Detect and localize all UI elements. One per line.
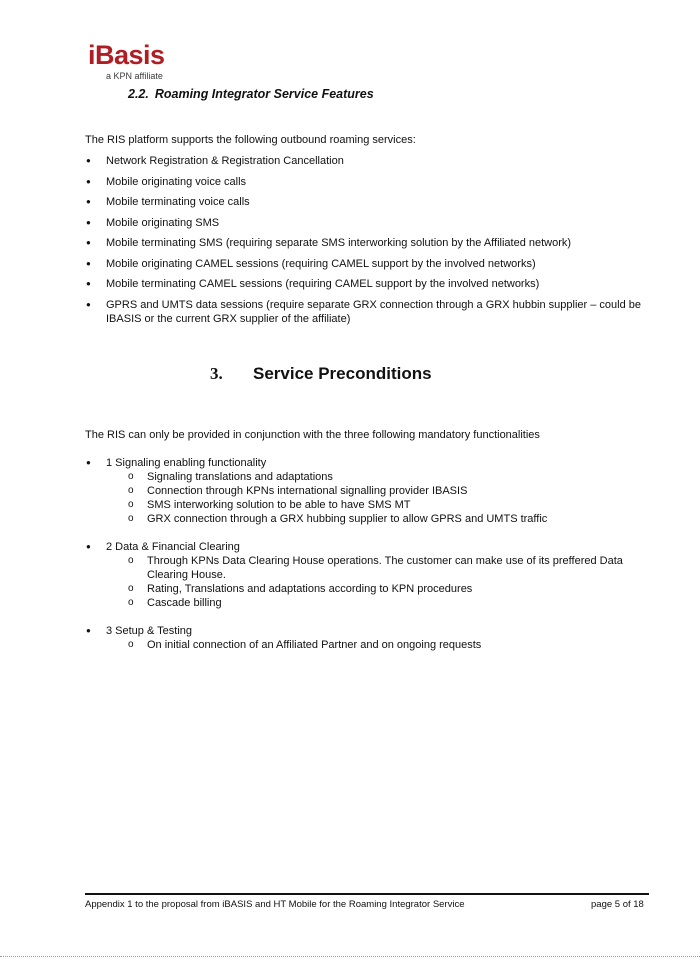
precondition-group <box>85 456 645 526</box>
page-number: page 5 of 18 <box>591 899 644 910</box>
logo-wordmark: iBasis <box>88 40 165 70</box>
list-item: ● Mobile terminating voice calls <box>85 195 645 209</box>
sub-item: o GRX connection through a GRX hubbing supplier to allow GPRS and UMTS traffic <box>85 512 645 526</box>
list-item: ● GPRS and UMTS data sessions (require separate GRX connection through a GRX hubbin supplier – could be IBASIS or the current GRX supplier of the affiliate) <box>85 298 645 326</box>
group-label: ● 2 Data & Financial Clearing <box>85 540 645 554</box>
page-edge-divider <box>0 956 700 957</box>
section-number: 2.2. <box>128 87 149 101</box>
list-item: ● Mobile terminating CAMEL sessions (requiring CAMEL support by the involved networks) <box>85 277 645 291</box>
chapter-title: Service Preconditions <box>253 364 432 383</box>
sub-list <box>85 638 645 652</box>
company-logo <box>88 40 188 86</box>
group-label: ● 3 Setup & Testing <box>85 624 645 638</box>
sub-list <box>85 554 645 610</box>
sub-item: o Cascade billing <box>85 596 645 610</box>
list-item: ● Mobile originating SMS <box>85 216 645 230</box>
sub-item: o On initial connection of an Affiliated Partner and on ongoing requests <box>85 638 645 652</box>
sub-item: o Through KPNs Data Clearing House operations. The customer can make use of its preffered Data Clearing House. <box>85 554 645 582</box>
sub-item: o Connection through KPNs international signalling provider IBASIS <box>85 484 645 498</box>
section-heading <box>128 87 374 101</box>
services-intro: The RIS platform supports the following outbound roaming services: <box>85 134 416 146</box>
section-title: Roaming Integrator Service Features <box>154 87 374 101</box>
list-item: ● Mobile terminating SMS (requiring separate SMS interworking solution by the Affiliated network) <box>85 236 645 250</box>
logo-tagline: a KPN affiliate <box>106 71 163 81</box>
preconditions-groups <box>85 456 645 666</box>
chapter-number: 3. <box>210 364 223 383</box>
footer-divider <box>85 893 649 895</box>
list-item: ● Mobile originating CAMEL sessions (requiring CAMEL support by the involved networks) <box>85 257 645 271</box>
preconditions-intro: The RIS can only be provided in conjunction with the three following mandatory functionalities <box>85 429 540 441</box>
sub-item: o Signaling translations and adaptations <box>85 470 645 484</box>
chapter-heading <box>210 364 432 384</box>
group-label: ● 1 Signaling enabling functionality <box>85 456 645 470</box>
services-list <box>85 154 645 332</box>
sub-list <box>85 470 645 526</box>
sub-item: o SMS interworking solution to be able to have SMS MT <box>85 498 645 512</box>
precondition-group <box>85 624 645 652</box>
footer-text: Appendix 1 to the proposal from iBASIS and HT Mobile for the Roaming Integrator Service <box>85 899 465 910</box>
precondition-group <box>85 540 645 610</box>
sub-item: o Rating, Translations and adaptations according to KPN procedures <box>85 582 645 596</box>
list-item: ● Network Registration & Registration Cancellation <box>85 154 645 168</box>
list-item: ● Mobile originating voice calls <box>85 175 645 189</box>
